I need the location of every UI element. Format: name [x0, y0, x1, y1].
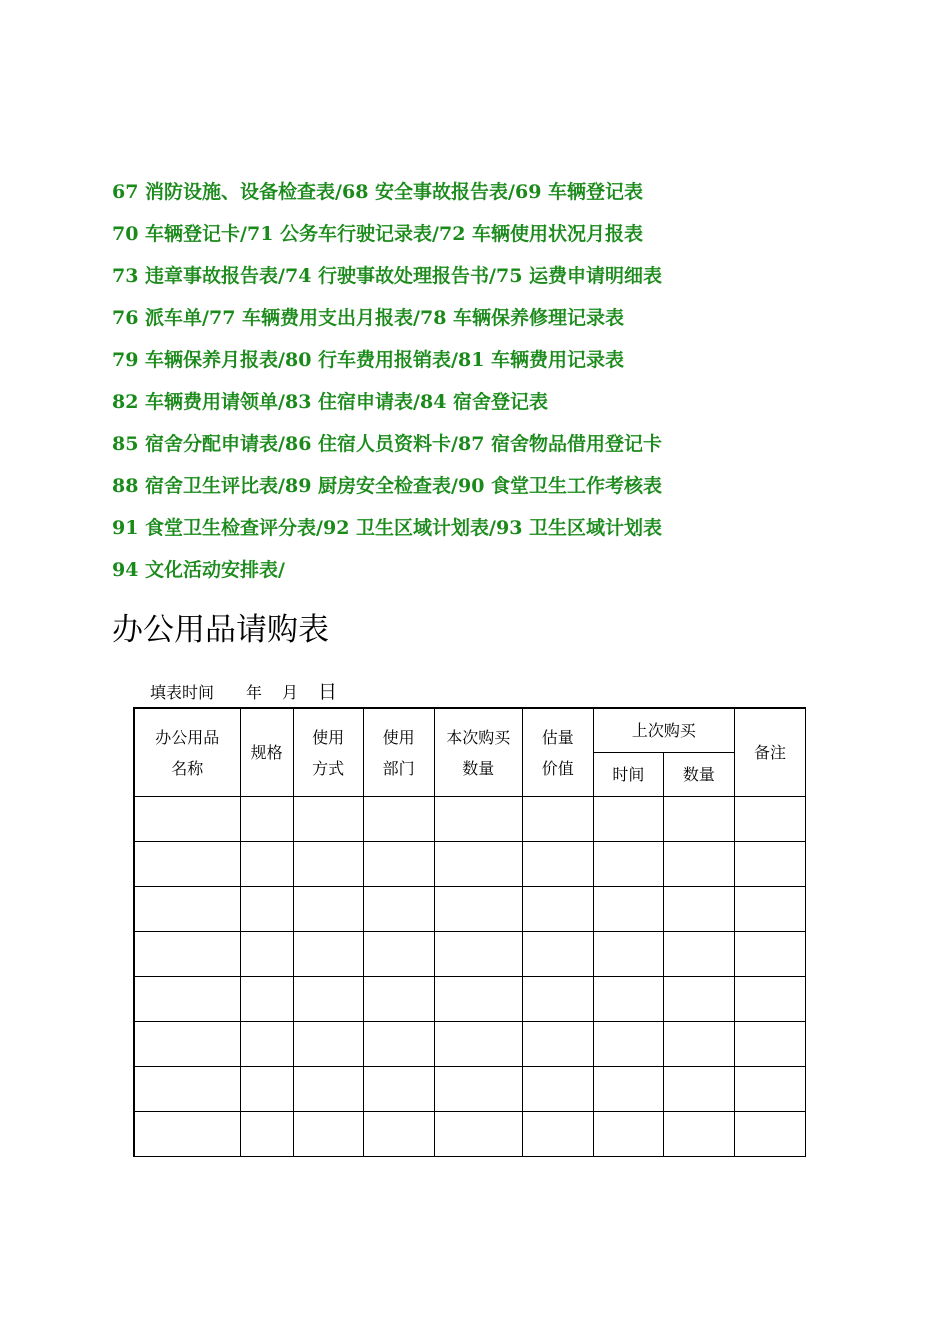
table-cell[interactable] [363, 1067, 434, 1112]
table-cell[interactable] [363, 842, 434, 887]
related-forms-link[interactable]: 82 车辆费用请领单/83 住宿申请表/84 宿舍登记表 [112, 391, 549, 413]
purchase-request-table [133, 707, 806, 1157]
table-cell[interactable] [434, 887, 522, 932]
table-cell[interactable] [363, 797, 434, 842]
fill-date-label: 填表时间 [150, 683, 215, 702]
table-cell[interactable] [593, 842, 663, 887]
table-cell[interactable] [663, 1022, 734, 1067]
table-row [134, 932, 806, 977]
table-cell[interactable] [522, 1112, 593, 1157]
header-usage: 使用 方式 [293, 708, 363, 797]
table-cell[interactable] [240, 1067, 293, 1112]
table-cell[interactable] [134, 932, 240, 977]
table-cell[interactable] [293, 932, 363, 977]
table-row [134, 1112, 806, 1157]
header-dept: 使用 部门 [363, 708, 434, 797]
table-cell[interactable] [434, 842, 522, 887]
header-last-purchase: 上次购买 [593, 708, 734, 753]
table-cell[interactable] [434, 977, 522, 1022]
table-cell[interactable] [134, 1067, 240, 1112]
table-cell[interactable] [734, 842, 805, 887]
day-label: 日 [318, 681, 338, 703]
related-forms-link[interactable]: 73 违章事故报告表/74 行驶事故处理报告书/75 运费申请明细表 [112, 265, 663, 287]
header-value: 估量 价值 [522, 708, 593, 797]
related-forms-link[interactable]: 76 派车单/77 车辆费用支出月报表/78 车辆保养修理记录表 [112, 307, 625, 329]
table-cell[interactable] [363, 932, 434, 977]
table-cell[interactable] [663, 977, 734, 1022]
header-remark: 备注 [734, 708, 805, 797]
table-cell[interactable] [293, 887, 363, 932]
table-cell[interactable] [734, 1067, 805, 1112]
table-cell[interactable] [240, 1022, 293, 1067]
table-row [134, 797, 806, 842]
related-forms-link[interactable]: 91 食堂卫生检查评分表/92 卫生区域计划表/93 卫生区域计划表 [112, 517, 663, 539]
table-cell[interactable] [663, 842, 734, 887]
table-cell[interactable] [240, 1112, 293, 1157]
table-cell[interactable] [434, 1112, 522, 1157]
table-cell[interactable] [134, 797, 240, 842]
form-title: 办公用品请购表 [112, 612, 329, 648]
table-cell[interactable] [434, 1022, 522, 1067]
related-forms-list [112, 176, 662, 596]
table-cell[interactable] [593, 887, 663, 932]
table-cell[interactable] [293, 1067, 363, 1112]
table-cell[interactable] [522, 887, 593, 932]
table-cell[interactable] [434, 1067, 522, 1112]
table-cell[interactable] [734, 932, 805, 977]
table-cell[interactable] [434, 932, 522, 977]
table-row [134, 887, 806, 932]
table-cell[interactable] [734, 1112, 805, 1157]
table-cell[interactable] [134, 1112, 240, 1157]
table-cell[interactable] [240, 887, 293, 932]
table-cell[interactable] [593, 977, 663, 1022]
table-cell[interactable] [522, 977, 593, 1022]
related-forms-link[interactable]: 70 车辆登记卡/71 公务车行驶记录表/72 车辆使用状况月报表 [112, 223, 644, 245]
related-forms-link[interactable]: 85 宿舍分配申请表/86 住宿人员资料卡/87 宿舍物品借用登记卡 [112, 433, 663, 455]
table-row [134, 1022, 806, 1067]
table-row [134, 977, 806, 1022]
table-cell[interactable] [134, 977, 240, 1022]
table-cell[interactable] [363, 1112, 434, 1157]
related-forms-link[interactable]: 67 消防设施、设备检查表/68 安全事故报告表/69 车辆登记表 [112, 181, 644, 203]
table-cell[interactable] [522, 1067, 593, 1112]
table-cell[interactable] [363, 887, 434, 932]
table-cell[interactable] [293, 1112, 363, 1157]
table-cell[interactable] [134, 887, 240, 932]
table-cell[interactable] [593, 932, 663, 977]
table-cell[interactable] [593, 797, 663, 842]
table-cell[interactable] [663, 1112, 734, 1157]
header-quantity: 本次购买 数量 [434, 708, 522, 797]
header-spec: 规格 [240, 708, 293, 797]
header-last-time: 时间 [593, 753, 663, 797]
related-forms-link[interactable]: 88 宿舍卫生评比表/89 厨房安全检查表/90 食堂卫生工作考核表 [112, 475, 663, 497]
table-cell[interactable] [522, 842, 593, 887]
table-cell[interactable] [734, 887, 805, 932]
month-label: 月 [282, 683, 299, 702]
table-cell[interactable] [240, 797, 293, 842]
table-cell[interactable] [240, 842, 293, 887]
year-label: 年 [246, 683, 263, 702]
table-cell[interactable] [293, 1022, 363, 1067]
table-cell[interactable] [434, 797, 522, 842]
table-cell[interactable] [522, 1022, 593, 1067]
table-cell[interactable] [663, 797, 734, 842]
table-cell[interactable] [593, 1112, 663, 1157]
header-item-name: 办公用品 名称 [134, 708, 240, 797]
table-cell[interactable] [293, 797, 363, 842]
table-row [134, 1067, 806, 1112]
table-cell[interactable] [522, 797, 593, 842]
table-cell[interactable] [663, 932, 734, 977]
header-last-quantity: 数量 [663, 753, 734, 797]
table-cell[interactable] [522, 932, 593, 977]
fill-date-line [150, 680, 337, 705]
related-forms-link[interactable]: 79 车辆保养月报表/80 行车费用报销表/81 车辆费用记录表 [112, 349, 625, 371]
table-cell[interactable] [240, 977, 293, 1022]
table-cell[interactable] [134, 842, 240, 887]
table-cell[interactable] [134, 1022, 240, 1067]
table-cell[interactable] [363, 977, 434, 1022]
table-cell[interactable] [734, 977, 805, 1022]
table-header-row [134, 708, 806, 753]
table-cell[interactable] [363, 1022, 434, 1067]
table-cell[interactable] [293, 977, 363, 1022]
related-forms-link[interactable]: 94 文化活动安排表/ [112, 559, 285, 581]
table-cell[interactable] [593, 1067, 663, 1112]
table-cell[interactable] [593, 1022, 663, 1067]
table-cell[interactable] [734, 797, 805, 842]
table-cell[interactable] [663, 887, 734, 932]
table-row [134, 842, 806, 887]
table-cell[interactable] [293, 842, 363, 887]
table-cell[interactable] [663, 1067, 734, 1112]
table-cell[interactable] [240, 932, 293, 977]
table-cell[interactable] [734, 1022, 805, 1067]
